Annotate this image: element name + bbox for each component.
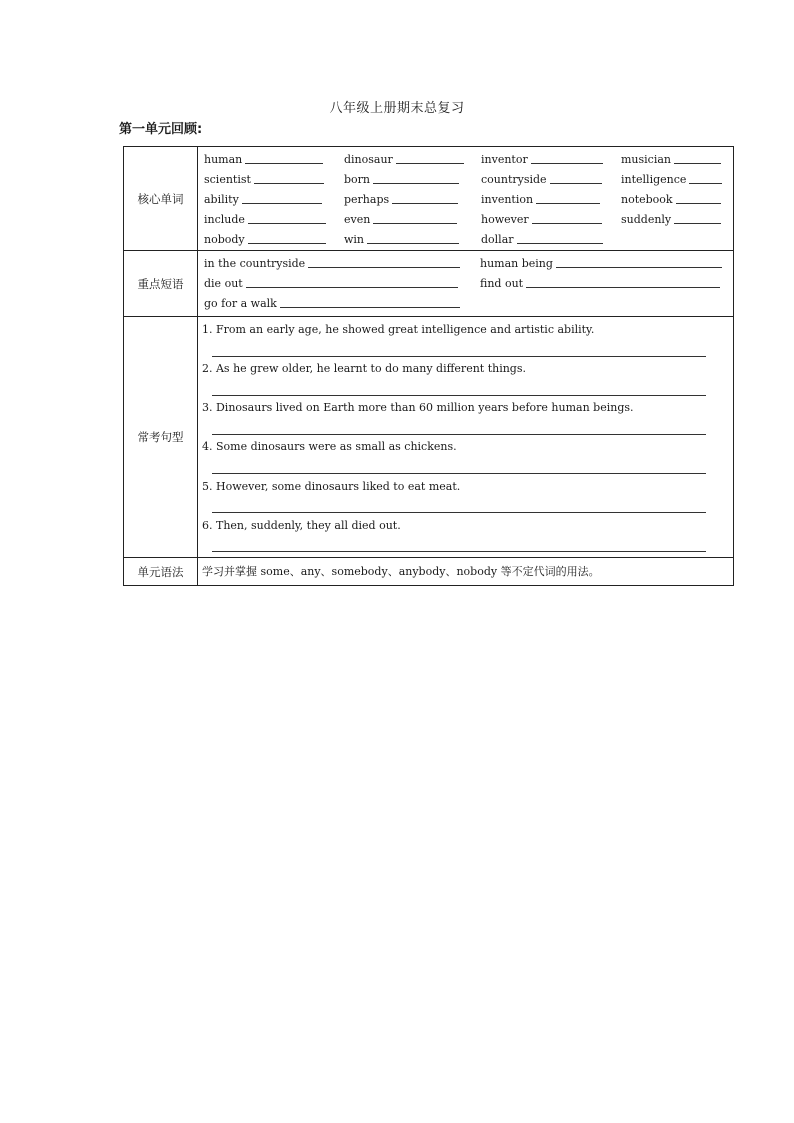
word-item: nobody — [204, 233, 326, 246]
word-item: musician — [621, 153, 721, 166]
word-blank[interactable] — [245, 162, 323, 164]
core-words-row — [124, 147, 733, 251]
word-item: suddenly — [621, 213, 721, 226]
word-item: however — [481, 213, 602, 226]
word-blank[interactable] — [248, 242, 326, 244]
phrase-item: die out — [204, 277, 458, 290]
word-blank[interactable] — [531, 162, 603, 164]
phrase-blank[interactable] — [246, 286, 458, 288]
word-blank[interactable] — [373, 222, 457, 224]
word-item: intelligence — [621, 173, 722, 186]
word-item: inventor — [481, 153, 603, 166]
phrase-item: go for a walk — [204, 297, 460, 310]
word-blank[interactable] — [242, 202, 322, 204]
word-blank[interactable] — [676, 202, 721, 204]
answer-line[interactable] — [212, 551, 706, 552]
word-item: scientist — [204, 173, 324, 186]
word-blank[interactable] — [517, 242, 603, 244]
word-item: even — [344, 213, 457, 226]
answer-line[interactable] — [212, 512, 706, 513]
core-words-content — [198, 147, 733, 250]
key-phrases-row — [124, 251, 733, 317]
word-blank[interactable] — [689, 182, 722, 184]
key-phrases-content — [198, 251, 733, 316]
answer-line[interactable] — [212, 356, 706, 357]
word-blank[interactable] — [367, 242, 459, 244]
phrase-blank[interactable] — [308, 266, 460, 268]
word-blank[interactable] — [248, 222, 326, 224]
word-item: notebook — [621, 193, 721, 206]
sentence-item: 2. As he grew older, he learnt to do many different things. — [202, 362, 526, 375]
word-item: include — [204, 213, 326, 226]
word-item: invention — [481, 193, 600, 206]
sentence-patterns-content — [198, 317, 733, 557]
sentence-item: 4. Some dinosaurs were as small as chickens. — [202, 440, 457, 453]
grammar-content — [198, 558, 733, 586]
phrase-blank[interactable] — [556, 266, 722, 268]
sentence-item: 3. Dinosaurs lived on Earth more than 60 million years before human beings. — [202, 401, 634, 414]
phrase-item: in the countryside — [204, 257, 460, 270]
answer-line[interactable] — [212, 395, 706, 396]
word-item: win — [344, 233, 459, 246]
grammar-row — [124, 558, 733, 586]
sentence-item: 6. Then, suddenly, they all died out. — [202, 519, 401, 532]
grammar-label: 单元语法 — [124, 558, 198, 586]
phrase-blank[interactable] — [280, 306, 460, 308]
core-words-label: 核心单词 — [124, 147, 198, 250]
word-blank[interactable] — [254, 182, 324, 184]
answer-line[interactable] — [212, 434, 706, 435]
word-blank[interactable] — [532, 222, 602, 224]
word-item: born — [344, 173, 459, 186]
page-title: 八年级上册期末总复习 — [329, 101, 465, 116]
sentence-patterns-row — [124, 317, 733, 558]
unit-heading: 第一单元回顾: — [119, 122, 203, 137]
phrase-blank[interactable] — [526, 286, 720, 288]
word-blank[interactable] — [396, 162, 464, 164]
word-item: dollar — [481, 233, 603, 246]
word-blank[interactable] — [550, 182, 602, 184]
word-blank[interactable] — [392, 202, 458, 204]
key-phrases-label: 重点短语 — [124, 251, 198, 316]
sentence-item: 1. From an early age, he showed great intelligence and artistic ability. — [202, 323, 595, 336]
phrase-item: find out — [480, 277, 720, 290]
word-item: perhaps — [344, 193, 458, 206]
word-blank[interactable] — [373, 182, 459, 184]
review-table — [123, 146, 734, 586]
word-item: ability — [204, 193, 322, 206]
word-item: countryside — [481, 173, 602, 186]
word-blank[interactable] — [674, 222, 721, 224]
sentence-patterns-label: 常考句型 — [124, 317, 198, 557]
sentence-item: 5. However, some dinosaurs liked to eat meat. — [202, 480, 461, 493]
word-blank[interactable] — [674, 162, 721, 164]
answer-line[interactable] — [212, 473, 706, 474]
phrase-item: human being — [480, 257, 722, 270]
grammar-text: 学习并掌握 some、any、somebody、anybody、nobody 等不定代词的用法。 — [202, 565, 600, 578]
word-blank[interactable] — [536, 202, 600, 204]
word-item: dinosaur — [344, 153, 464, 166]
word-item: human — [204, 153, 323, 166]
